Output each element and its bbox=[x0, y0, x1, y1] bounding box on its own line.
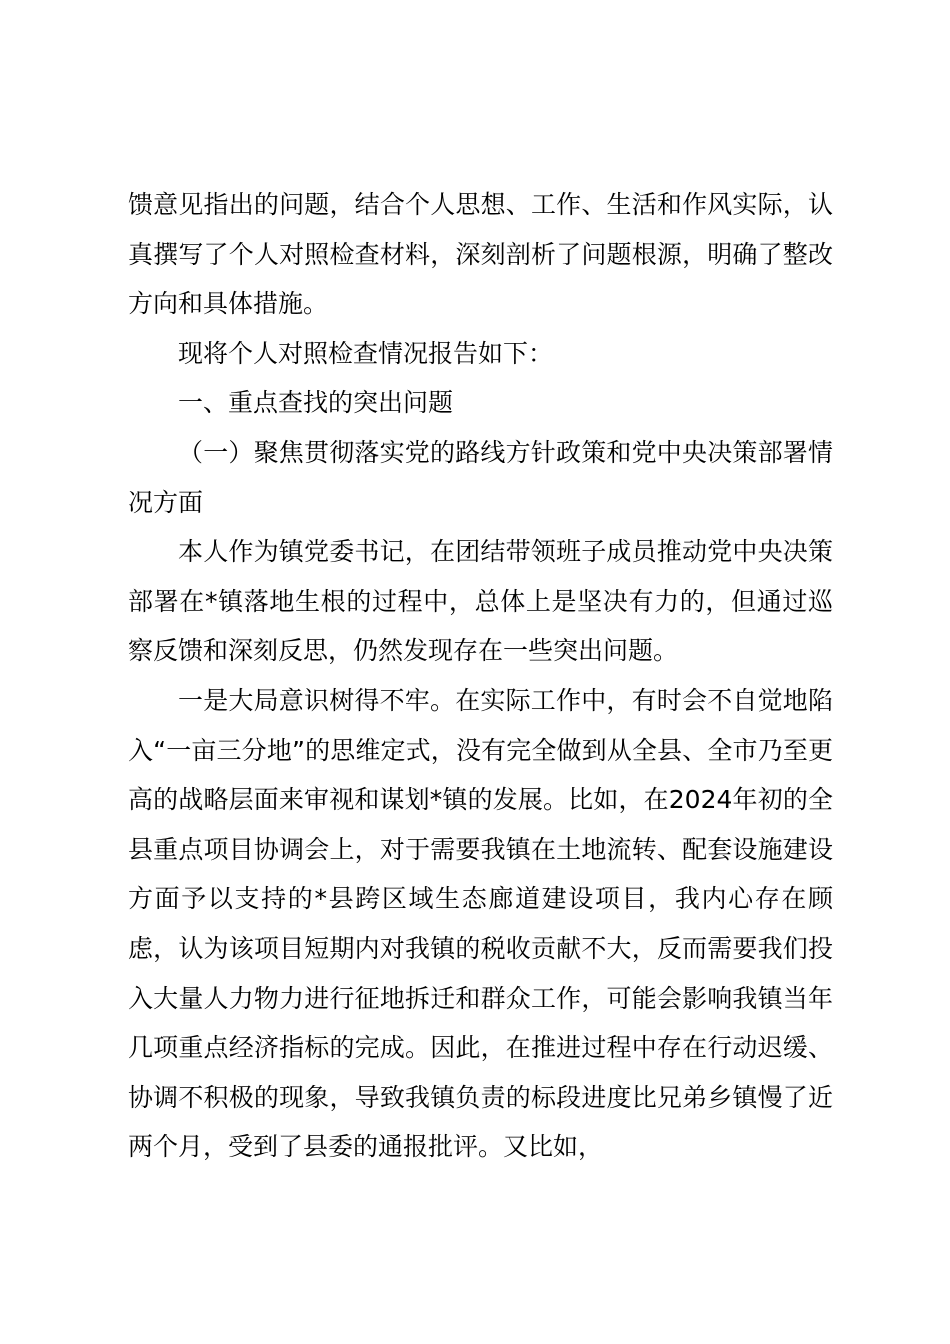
section-heading-1: 一、重点查找的突出问题 bbox=[178, 388, 454, 418]
subsection-heading-1: （一）聚焦贯彻落实党的路线方针政策和党中央决策部署情况方面 bbox=[128, 437, 833, 517]
paragraph-report-intro: 现将个人对照检查情况报告如下： bbox=[178, 338, 554, 368]
paragraph-overview: 本人作为镇党委书记，在团结带领班子成员推动党中央决策部署在*镇落地生根的过程中，总体上是坚决有力的，但通过巡察反馈和深刻反思，仍然发现存在一些突出问题。 bbox=[128, 537, 833, 666]
document-body bbox=[128, 180, 833, 1172]
paragraph-issue-1: 一是大局意识树得不牢。在实际工作中，有时会不自觉地陷入“一亩三分地”的思维定式，没有完全做到从全县、全市乃至更高的战略层面来审视和谋划*镇的发展。比如，在2024年初的全县重点项目协调会上，对于需要我镇在土地流转、配套设施建设方面予以支持的*县跨区域生态廊道建设项目，我内心存在顾虑，认为该项目短期内对我镇的税收贡献不大，反而需要我们投入大量人力物力进行征地拆迁和群众工作，可能会影响我镇当年几项重点经济指标的完成。因此，在推进过程中存在行动迟缓、协调不积极的现象，导致我镇负责的标段进度比兄弟乡镇慢了近两个月，受到了县委的通报批评。又比如， bbox=[128, 685, 833, 1162]
paragraph-continuation: 馈意见指出的问题，结合个人思想、工作、生活和作风实际，认真撰写了个人对照检查材料，深刻剖析了问题根源，明确了整改方向和具体措施。 bbox=[128, 190, 833, 319]
